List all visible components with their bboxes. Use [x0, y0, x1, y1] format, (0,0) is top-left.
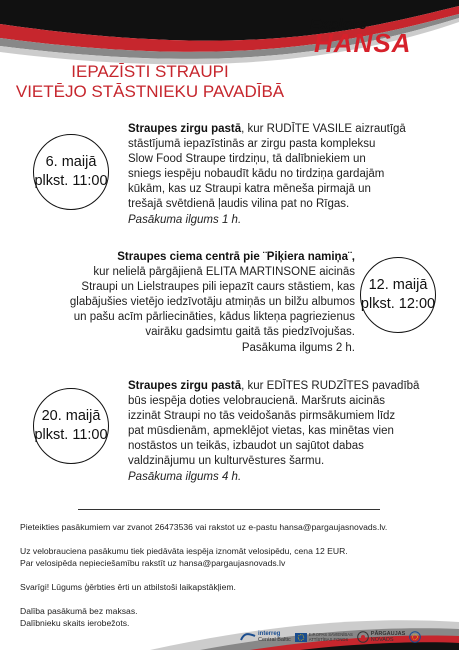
event-3-time: plkst. 11:00	[34, 427, 108, 443]
event-2-line: un pašu acīm pārliecināties, kādus likteņa pagriezienus	[73, 311, 355, 324]
info-bike-contact: Par velosipēda nepieciešamību rakstīt uz hansa@pargaujasnovads.lv	[20, 558, 286, 568]
event-1-date: 6. maijā	[45, 154, 97, 170]
logo-explore-text: Explore	[310, 16, 368, 33]
event-3-line: būs iespēja doties velobraucienā. Maršruts aicinās	[128, 395, 385, 408]
event-2-line: kur nelielā pārgājienā ELITA MARTINSONE aicinās	[93, 266, 355, 279]
event-1-description	[128, 122, 406, 228]
event-1-line: kūkām, kas uz Straupi katra mēneša pirmajā un	[128, 183, 371, 196]
eu-fund-line-1: EIROPAS SAVIENĪBAS	[308, 631, 353, 637]
event-1-date-circle	[33, 134, 109, 210]
title-line-2: VIETĒJO STĀSTNIEKU PAVADĪBĀ	[15, 82, 285, 101]
interreg-sub: Central Baltic	[258, 637, 291, 643]
event-1-duration: Pasākuma ilgums 1 h.	[128, 213, 242, 226]
event-2-time: plkst. 12:00	[360, 296, 436, 312]
event-1-line: trešajā svētdienā ļaudis vilina pat no Rīgas.	[128, 198, 350, 211]
council-of-europe-logo	[409, 631, 421, 643]
interreg-icon	[240, 632, 256, 642]
council-emblem-icon	[409, 631, 421, 643]
event-2-line: vairāku gadsimtu gaitā tās piedzīvojušas.	[145, 326, 355, 339]
info-free: Dalība pasākumā bez maksas.	[20, 606, 138, 616]
event-2-line: Straupi un Lielstraupes pili iepazīt caurs stāstiem, kas	[81, 281, 355, 294]
event-3-date: 20. maijā	[41, 408, 101, 424]
event-1-line: Slow Food Straupe tirdziņu, tā dalībniekiem un	[128, 153, 366, 166]
event-2-duration: Pasākuma ilgums 2 h.	[241, 341, 355, 354]
event-1-location: Straupes zirgu pastā	[128, 123, 242, 135]
partner-logos	[240, 628, 421, 646]
pargaujas-emblem-icon	[357, 631, 369, 643]
info-registration: Pieteikties pasākumiem var zvanot 26473536 vai rakstot uz e-pastu hansa@pargaujasnovads.lv.	[20, 522, 388, 532]
eu-flag-icon	[295, 633, 307, 642]
event-3-line: nostāstos un teikās, izbaudot un sajūtot dabas	[128, 440, 364, 453]
event-1-line: stāstījumā iepazīstinās ar zirgu pasta kompleksu	[128, 138, 376, 151]
event-1-line: sniegs iespēju nobaudīt kādu no tirdziņa gardajām	[128, 168, 385, 181]
logo-hansa-text: HANSA	[314, 28, 412, 58]
event-1-time: plkst. 11:00	[34, 173, 108, 189]
info-bike-rental: Uz velobrauciena pasākumu tiek piedāvāta iespēja iznomāt velosipēdu, cena 12 EUR.	[20, 546, 348, 556]
event-3-date-circle	[33, 388, 109, 464]
event-2-location: Straupes ciema centrā pie ¨Piķiera namiņa¨,	[117, 251, 355, 263]
pargaujas-novads-logo	[357, 631, 406, 643]
pargaujas-line-2: NOVADS	[370, 637, 394, 643]
info-limited: Dalībnieku skaits ierobežots.	[20, 618, 130, 628]
page-title	[0, 62, 300, 102]
event-2-date-circle	[360, 257, 436, 333]
event-3-line: pat mūsdienām, apmeklējot vietas, kas minētas vien	[128, 425, 394, 438]
event-3-line: , kur EDĪTES RUDZĪTES pavadībā	[241, 380, 420, 392]
title-line-1: IEPAZĪSTI STRAUPI	[71, 62, 229, 81]
info-clothing: Svarīgi! Lūgums ģērbties ērti un atbilstoši laikapstākļiem.	[20, 582, 236, 592]
event-3-line: izzināt Straupi no tās veidošanās pirmsākumiem līdz	[128, 410, 396, 423]
eu-fund-line-2: ATTĪSTĪBAS FONDS	[308, 637, 349, 642]
event-3-location: Straupes zirgu pastā	[128, 380, 242, 392]
event-2-description	[70, 250, 355, 356]
event-3-line: valdzinājumu un kulturvēstures šarmu.	[128, 455, 325, 468]
interreg-name: interreg	[258, 631, 281, 637]
event-3-duration: Pasākuma ilgums 4 h.	[128, 470, 242, 483]
pargaujas-line-1: PĀRGAUJAS	[370, 631, 406, 637]
explore-hansa-logo	[300, 14, 440, 56]
divider	[78, 509, 380, 510]
event-2-line: glabājušies vietējo iedzīvotāju atmiņās un bilžu albumos	[69, 296, 355, 309]
interreg-logo	[240, 631, 291, 643]
event-3-description	[128, 379, 419, 485]
event-1-line: , kur RUDĪTE VASILE aizrautīgā	[241, 123, 406, 135]
event-2-date: 12. maijā	[368, 277, 428, 293]
eu-fund-logo	[295, 632, 353, 643]
